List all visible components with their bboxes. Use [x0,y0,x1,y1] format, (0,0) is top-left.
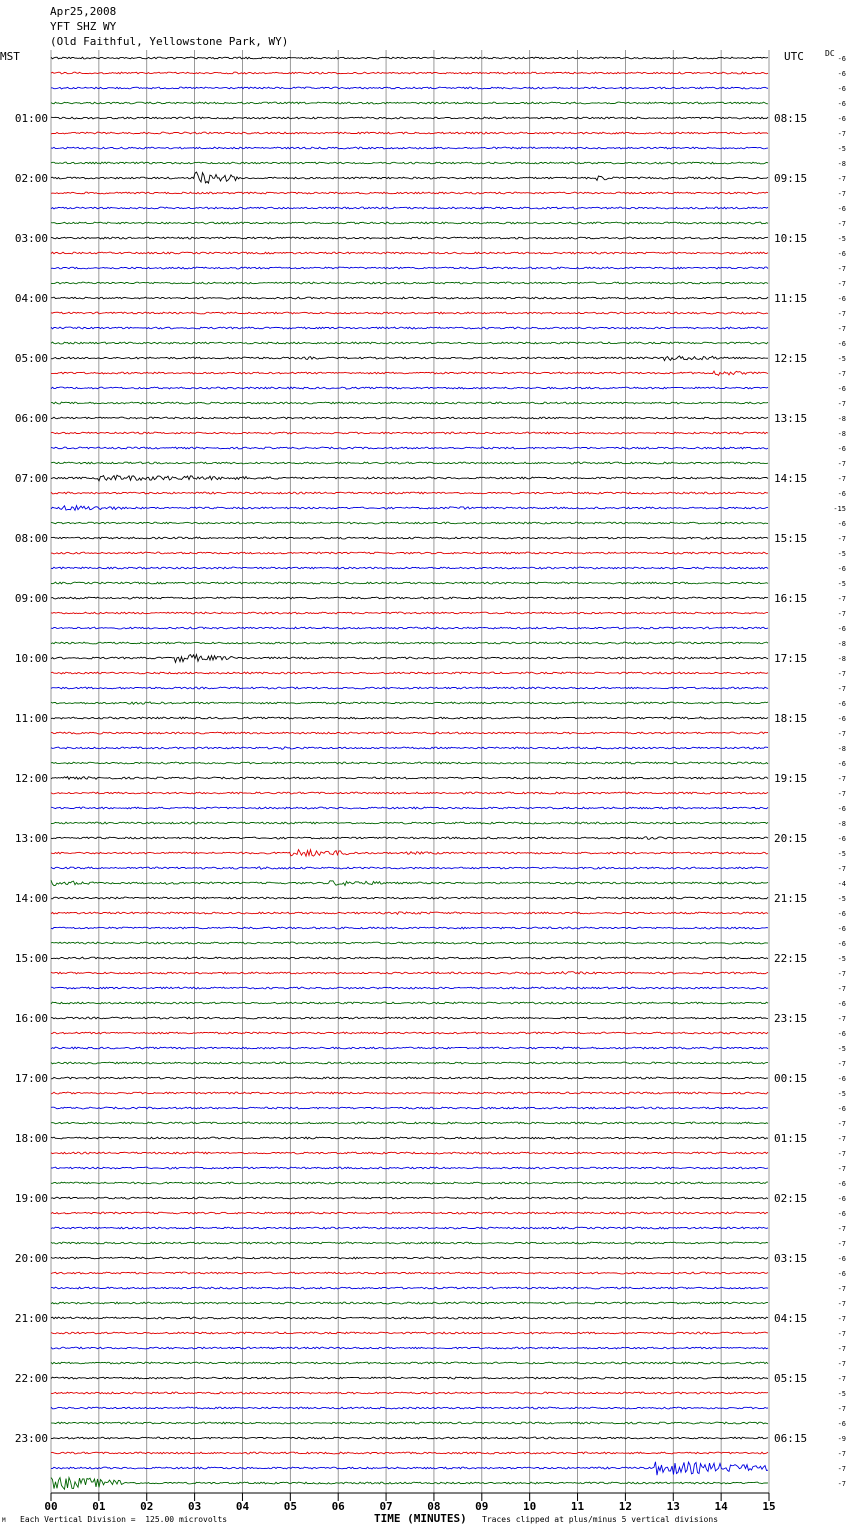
x-tick-label: 00 [44,1500,58,1513]
seismic-trace [51,1257,768,1259]
x-tick-label: 02 [140,1500,154,1513]
dc-offset-value: -7 [837,220,846,228]
left-hour-label: 11:00 [14,712,48,725]
dc-offset-value: -5 [837,955,846,963]
left-hour-label: 03:00 [14,232,48,245]
seismic-trace [51,1107,768,1109]
dc-offset-value: -7 [837,610,846,618]
seismic-trace [51,1332,768,1334]
dc-offset-value: -7 [837,1135,846,1143]
seismic-trace [51,102,768,104]
seismic-trace [51,147,768,149]
right-hour-label: 08:15 [774,112,808,125]
right-hour-label: 21:15 [774,892,808,905]
left-hour-label: 04:00 [14,292,48,305]
dc-offset-value: -6 [837,55,846,63]
seismic-trace [51,1362,768,1364]
right-hour-label: 04:15 [774,1312,808,1325]
vertical-division-note: Each Vertical Division = 125.00 microvolts [20,1515,228,1524]
seismic-trace [51,732,768,734]
dc-offset-value: -6 [837,715,846,723]
seismic-trace [51,1302,768,1304]
seismic-trace [51,506,768,511]
dc-offset-value: -7 [837,130,846,138]
seismic-trace [51,1227,768,1229]
dc-offset-value: -5 [837,355,846,363]
dc-offset-header: DC [825,49,835,58]
seismic-trace [51,312,768,314]
right-hour-label: 22:15 [774,952,808,965]
dc-offset-value: -7 [837,670,846,678]
seismic-trace [51,87,768,89]
dc-offset-value: -7 [837,265,846,273]
left-hour-label: 07:00 [14,472,48,485]
seismic-trace [51,1137,768,1139]
left-hour-label: 20:00 [14,1252,48,1265]
seismic-trace [51,267,768,269]
seismic-trace [51,1152,768,1154]
dc-offset-value: -6 [837,520,846,528]
seismic-trace [51,1462,768,1475]
seismic-trace [51,777,768,780]
seismic-trace [51,567,768,569]
dc-offset-value: -6 [837,1030,846,1038]
left-hour-label: 13:00 [14,832,48,845]
x-axis-title: TIME (MINUTES) [374,1512,467,1525]
dc-offset-value: -7 [837,475,846,483]
dc-offset-value: -7 [837,175,846,183]
dc-offset-value: -6 [837,1255,846,1263]
seismic-trace [51,762,768,764]
dc-offset-value: -6 [837,1420,846,1428]
right-hour-label: 02:15 [774,1192,808,1205]
dc-offset-value: -5 [837,235,846,243]
seismic-trace [51,1347,768,1349]
dc-offset-value: -7 [837,1375,846,1383]
seismic-trace [51,597,768,599]
seismic-trace [51,850,768,857]
dc-offset-value: -6 [837,1000,846,1008]
left-hour-label: 10:00 [14,652,48,665]
seismic-trace [51,132,768,134]
seismic-trace [51,627,768,629]
dc-offset-value: -7 [837,1225,846,1233]
left-hour-label: 17:00 [14,1072,48,1085]
dc-offset-value: -7 [837,1240,846,1248]
left-hour-label: 18:00 [14,1132,48,1145]
chart-date: Apr25,2008 [50,5,117,18]
dc-offset-value: -6 [837,85,846,93]
seismic-trace [51,717,768,719]
seismic-trace [51,1017,768,1019]
dc-offset-value: -7 [837,1015,846,1023]
seismic-trace [51,807,768,809]
dc-offset-value: -6 [837,295,846,303]
seismic-trace [51,297,768,299]
right-hour-label: 14:15 [774,472,808,485]
x-tick-label: 14 [714,1500,728,1513]
seismic-trace [51,237,768,239]
dc-offset-value: -6 [837,385,846,393]
dc-offset-value: -7 [837,1330,846,1338]
left-hour-label: 23:00 [14,1432,48,1445]
dc-offset-value: -7 [837,370,846,378]
seismic-trace [51,192,768,194]
station-location: (Old Faithful, Yellowstone Park, WY) [50,35,289,48]
seismic-trace [51,837,768,840]
seismic-trace [51,1002,768,1004]
seismic-trace [51,912,768,915]
left-hour-label: 16:00 [14,1012,48,1025]
seismic-trace [51,822,768,824]
dc-offset-value: -6 [837,1075,846,1083]
dc-offset-value: -5 [837,145,846,153]
dc-offset-value: -6 [837,1210,846,1218]
dc-offset-value: -7 [837,1345,846,1353]
dc-offset-value: -7 [837,325,846,333]
seismic-trace [51,282,768,284]
x-tick-label: 03 [187,1500,202,1513]
seismic-trace [51,1182,768,1184]
seismic-trace [51,927,768,929]
dc-offset-value: -7 [837,1060,846,1068]
dc-offset-value: -6 [837,490,846,498]
seismic-trace [51,432,768,434]
dc-offset-value: -9 [837,1435,846,1443]
seismic-trace [51,1167,768,1169]
seismic-trace [51,1092,768,1094]
clipping-note: Traces clipped at plus/minus 5 vertical divisions [482,1515,719,1524]
dc-offset-value: -7 [837,775,846,783]
seismic-trace [51,942,768,944]
seismic-trace [51,1032,768,1034]
x-tick-label: 07 [379,1500,393,1513]
dc-offset-value: -7 [837,985,846,993]
seismic-trace [51,162,768,164]
seismic-trace [51,1122,768,1124]
right-hour-label: 09:15 [774,172,808,185]
dc-offset-value: -7 [837,460,846,468]
seismic-trace [51,1317,768,1319]
dc-offset-value: -8 [837,430,846,438]
seismic-trace [51,1242,768,1244]
seismic-trace [51,672,768,674]
right-hour-label: 12:15 [774,352,808,365]
right-hour-label: 19:15 [774,772,808,785]
left-hour-label: 08:00 [14,532,48,545]
seismic-trace [51,702,768,705]
x-tick-label: 12 [618,1500,633,1513]
seismic-trace [51,327,768,329]
dc-offset-value: -4 [837,880,846,888]
right-hour-label: 16:15 [774,592,808,605]
x-tick-label: 04 [235,1500,250,1513]
seismic-trace [51,522,768,524]
dc-offset-value: -7 [837,1165,846,1173]
seismic-trace [51,492,768,494]
seismic-trace [51,387,768,389]
left-hour-label: 05:00 [14,352,48,365]
dc-offset-value: -5 [837,550,846,558]
seismic-trace [51,1407,768,1409]
seismic-trace [51,1287,768,1289]
dc-offset-value: -6 [837,70,846,78]
seismic-trace [51,655,768,663]
x-tick-label: 10 [523,1500,537,1513]
dc-offset-value: -7 [837,1315,846,1323]
seismic-trace [51,462,768,464]
seismic-trace [51,207,768,209]
seismic-trace [51,537,768,539]
dc-offset-value: -7 [837,1150,846,1158]
seismic-trace [51,1197,768,1199]
dc-offset-value: -7 [837,1465,846,1473]
seismic-trace [51,612,768,614]
seismic-trace [51,642,768,644]
dc-offset-value: -8 [837,415,846,423]
right-hour-label: 17:15 [774,652,808,665]
right-hour-label: 23:15 [774,1012,808,1025]
dc-offset-value: -7 [837,1405,846,1413]
seismic-trace [51,402,768,404]
dc-offset-value: -6 [837,940,846,948]
seismic-trace [51,371,768,375]
dc-offset-value: -6 [837,445,846,453]
dc-offset-value: -7 [837,1120,846,1128]
dc-offset-value: -7 [837,400,846,408]
seismic-trace [51,1392,768,1394]
x-tick-label: 15 [762,1500,776,1513]
dc-offset-value: -6 [837,925,846,933]
dc-offset-value: -6 [837,805,846,813]
left-hour-label: 06:00 [14,412,48,425]
dc-offset-value: -8 [837,640,846,648]
dc-offset-value: -15 [833,505,846,513]
seismic-trace [51,582,768,584]
left-hour-label: 02:00 [14,172,48,185]
dc-offset-value: -7 [837,1480,846,1488]
seismic-trace [51,417,768,419]
dc-offset-value: -6 [837,835,846,843]
seismic-trace [51,1437,768,1439]
dc-offset-value: -6 [837,1180,846,1188]
dc-offset-value: -8 [837,160,846,168]
seismic-trace [51,987,768,989]
dc-offset-value: -6 [837,115,846,123]
dc-offset-value: -7 [837,865,846,873]
left-hour-label: 21:00 [14,1312,48,1325]
right-timezone-label: UTC [784,50,804,63]
dc-offset-value: -8 [837,655,846,663]
seismic-trace [51,172,768,183]
dc-offset-value: -7 [837,535,846,543]
seismic-trace [51,475,768,481]
dc-offset-value: -7 [837,1360,846,1368]
seismic-trace [51,356,768,361]
dc-offset-value: -5 [837,1045,846,1053]
dc-offset-value: -6 [837,625,846,633]
seismic-trace [51,1422,768,1424]
right-hour-label: 05:15 [774,1372,808,1385]
seismic-trace [51,252,768,254]
left-timezone-label: MST [0,50,20,63]
seismic-trace [51,1452,768,1454]
dc-offset-value: -7 [837,1285,846,1293]
seismic-trace [51,222,768,224]
seismic-trace [51,972,768,975]
dc-offset-value: -7 [837,1450,846,1458]
dc-offset-value: -5 [837,1390,846,1398]
x-tick-label: 06 [331,1500,345,1513]
seismic-trace [51,117,768,119]
right-hour-label: 03:15 [774,1252,808,1265]
dc-offset-value: -8 [837,745,846,753]
dc-offset-value: -6 [837,100,846,108]
station-code: YFT SHZ WY [50,20,117,33]
right-hour-label: 11:15 [774,292,808,305]
dc-offset-value: -6 [837,1270,846,1278]
dc-offset-value: -7 [837,310,846,318]
dc-offset-value: -7 [837,790,846,798]
seismic-trace [51,792,768,794]
left-hour-label: 12:00 [14,772,48,785]
seismic-trace [51,1212,768,1214]
seismic-trace [51,1478,768,1490]
x-tick-label: 05 [283,1500,297,1513]
left-hour-label: 19:00 [14,1192,48,1205]
dc-offset-value: -6 [837,760,846,768]
left-hour-label: 22:00 [14,1372,48,1385]
seismic-trace [51,867,768,869]
dc-offset-value: -6 [837,1105,846,1113]
dc-offset-value: -6 [837,910,846,918]
dc-offset-value: -5 [837,1090,846,1098]
seismic-trace [51,1047,768,1049]
x-tick-label: 09 [475,1500,489,1513]
right-hour-label: 18:15 [774,712,808,725]
seismic-trace [51,747,768,750]
right-hour-label: 20:15 [774,832,808,845]
left-hour-label: 14:00 [14,892,48,905]
dc-offset-value: -7 [837,190,846,198]
right-hour-label: 01:15 [774,1132,808,1145]
dc-offset-value: -6 [837,700,846,708]
seismic-trace [51,1062,768,1064]
dc-offset-value: -7 [837,730,846,738]
seismic-trace [51,687,768,689]
dc-offset-value: -7 [837,1300,846,1308]
seismic-trace [51,897,768,899]
left-hour-label: 15:00 [14,952,48,965]
dc-offset-value: -7 [837,595,846,603]
dc-offset-value: -7 [837,970,846,978]
left-hour-label: 09:00 [14,592,48,605]
left-hour-label: 01:00 [14,112,48,125]
dc-offset-value: -8 [837,820,846,828]
seismic-trace [51,1377,768,1379]
corner-mark: M [2,1517,6,1524]
seismic-trace [51,552,768,554]
x-tick-label: 01 [92,1500,106,1513]
dc-offset-value: -6 [837,565,846,573]
dc-offset-value: -7 [837,685,846,693]
seismic-trace [51,447,768,449]
seismic-trace [51,1077,768,1079]
seismic-trace [51,880,768,886]
seismic-trace [51,342,768,344]
seismic-trace [51,957,768,959]
seismic-trace [51,1272,768,1274]
x-tick-label: 08 [427,1500,441,1513]
x-tick-label: 13 [666,1500,680,1513]
dc-offset-value: -6 [837,340,846,348]
right-hour-label: 00:15 [774,1072,808,1085]
right-hour-label: 10:15 [774,232,808,245]
seismic-trace [51,57,768,59]
dc-offset-value: -6 [837,250,846,258]
dc-offset-value: -6 [837,205,846,213]
right-hour-label: 15:15 [774,532,808,545]
right-hour-label: 06:15 [774,1432,808,1445]
x-tick-label: 11 [570,1500,585,1513]
dc-offset-value: -5 [837,850,846,858]
dc-offset-value: -5 [837,580,846,588]
seismic-trace [51,72,768,74]
dc-offset-value: -5 [837,895,846,903]
dc-offset-value: -7 [837,280,846,288]
right-hour-label: 13:15 [774,412,808,425]
dc-offset-value: -6 [837,1195,846,1203]
